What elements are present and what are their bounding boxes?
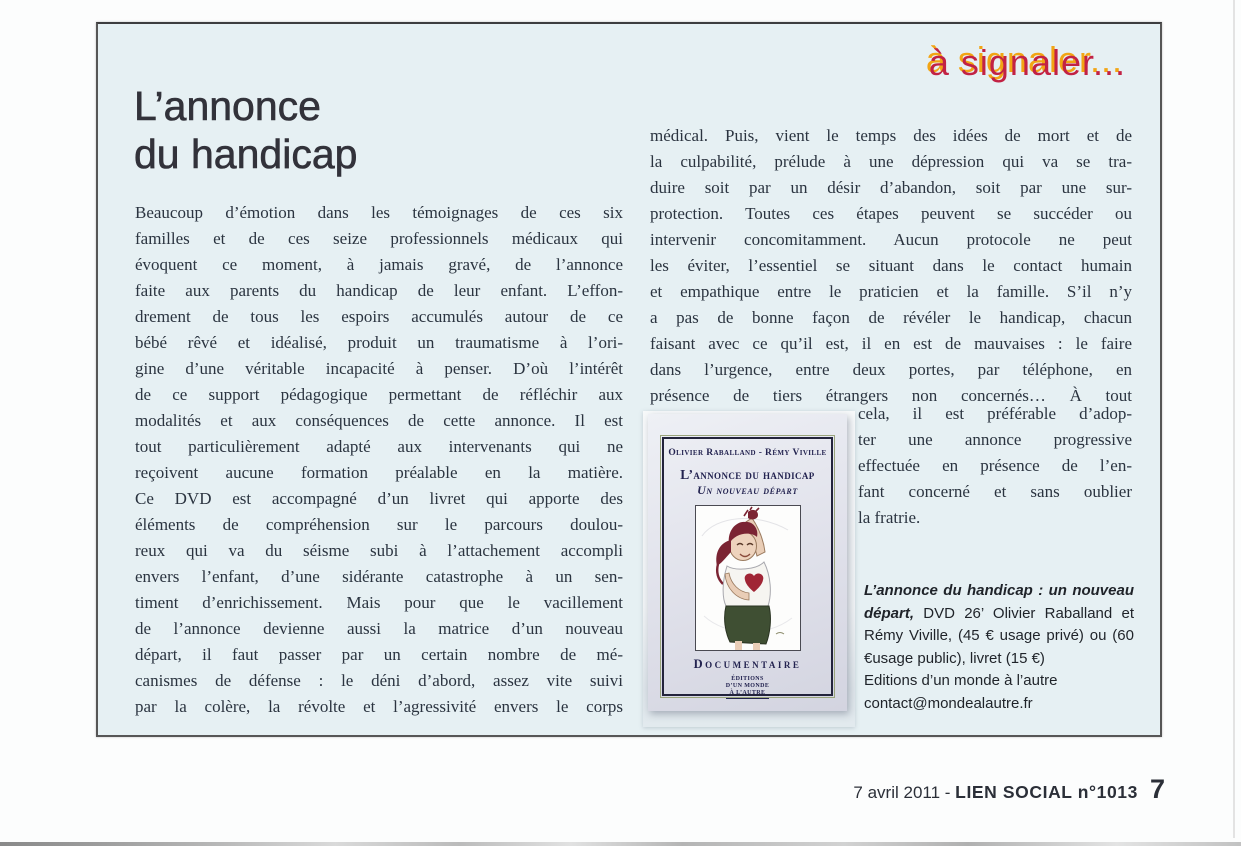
dvd-caption — [864, 580, 1134, 715]
child-illustration-drawing — [696, 506, 800, 650]
publisher-line2: D’UN MONDE — [725, 683, 770, 689]
dvd-subtitle: Un nouveau départ — [697, 483, 798, 497]
text-line: Ce DVD est accompagné d’un livret qui apporte des — [135, 489, 623, 508]
text-line: de l’annonce devienne aussi la matrice d’un nouveau — [135, 619, 623, 638]
text-line: ter une annonce progressive — [858, 430, 1132, 449]
text-line: évoquent ce moment, à jamais gravé, de l’annonce — [135, 255, 623, 274]
text-line: reux qui va du séisme subi à l’attachement accompli — [135, 541, 623, 560]
text-line: faite aux parents du handicap de leur enfant. L’effon- — [135, 281, 623, 300]
text-line: modalités et aux conséquences de cette annonce. Il est — [135, 411, 623, 430]
caption-text — [864, 580, 1134, 670]
article-title-line1: L’annonce — [134, 83, 321, 129]
scan-edge-bottom — [0, 842, 1241, 846]
text-line: éléments de compréhension sur le parcours doulou- — [135, 515, 623, 534]
caption-email: contact@mondealautre.fr — [864, 694, 1033, 712]
text-line: par la colère, la révolte et l’agressivité envers le corps — [135, 697, 623, 716]
text-line: faisant avec ce qu’il est, il en est de mauvaises : le faire — [650, 334, 1132, 353]
text-line: la fratrie. — [858, 508, 921, 527]
footer-date: 7 avril 2011 - — [853, 783, 956, 802]
dvd-genre: Documentaire — [693, 657, 802, 671]
article-right-column — [650, 123, 1132, 409]
page-footer — [853, 774, 1165, 805]
text-line: Beaucoup d’émotion dans les témoignages de ces six — [135, 203, 623, 222]
text-line: les éviter, l’essentiel se situant dans le contact humain — [650, 256, 1132, 275]
text-line: envers l’enfant, d’une sidérante catastrophe à un sen- — [135, 567, 623, 586]
text-line: tout particulièrement adapté aux intervenants qui ne — [135, 437, 623, 456]
text-line: présence de tiers étrangers non concernés… À tout — [650, 386, 1132, 405]
text-line: protection. Toutes ces étapes peuvent se succéder ou — [650, 204, 1132, 223]
caption-title: L’annonce du handicap : un nouveau départ, — [864, 582, 1134, 622]
text-line: la culpabilité, prélude à une dépression qui va se tra- — [650, 152, 1132, 171]
article-title-line2: du handicap — [134, 131, 358, 177]
text-line: drement de tous les espoirs accumulés autour de ce — [135, 307, 623, 326]
article-title — [134, 82, 357, 178]
text-line: effectuée en présence de l’en- — [858, 456, 1132, 475]
dvd-cover-frame — [662, 437, 833, 696]
article-wrap-column — [858, 401, 1132, 531]
dvd-cover-scan — [643, 411, 855, 727]
text-line: cela, il est préférable d’adop- — [858, 404, 1132, 423]
caption-details: DVD 26’ Olivier Raballand et Rémy Viville, (45 € usage privé) ou (60 €usage public), livret (15 €) — [864, 604, 1134, 667]
text-line: canismes de défense : le déni d’abord, assez vite suivi — [135, 671, 623, 690]
text-line: intervenir concomitamment. Aucun protocole ne peut — [650, 230, 1132, 249]
text-line: gine d’une véritable incapacité à penser. D’où l’intérêt — [135, 359, 623, 378]
text-line: timent d’enrichissement. Mais pour que le vacillement — [135, 593, 623, 612]
publisher-line1: ÉDITIONS — [731, 676, 764, 682]
scan-edge-right — [1233, 0, 1235, 838]
section-label: à signaler... — [928, 42, 1126, 83]
text-line: reçoivent aucune formation préalable en la matière. — [135, 463, 623, 482]
text-line: duire soit par un désir d’abandon, soit par une sur- — [650, 178, 1132, 197]
text-line: dans l’urgence, entre deux portes, par téléphone, en — [650, 360, 1132, 379]
text-line: de ce support pédagogique permettant de réfléchir aux — [135, 385, 623, 404]
text-line: et empathique entre le praticien et la famille. S’il n’y — [650, 282, 1132, 301]
dvd-cover — [648, 414, 847, 711]
text-line: médical. Puis, vient le temps des idées de mort et de — [650, 126, 1132, 145]
article-left-column — [135, 200, 623, 720]
dvd-title: L’annonce du handicap — [680, 467, 815, 482]
text-line: fant concerné et sans oublier — [858, 482, 1132, 501]
text-line: départ, il faut passer par un certain nombre de mé- — [135, 645, 623, 664]
caption-publisher: Editions d’un monde à l’autre — [864, 672, 1058, 689]
dvd-authors: Olivier Raballand - Rémy Viville — [668, 448, 827, 458]
text-line: a pas de bonne façon de révéler le handicap, chacun — [650, 308, 1132, 327]
text-line: bébé rêvé et idéalisé, produit un traumatisme à l’ori- — [135, 333, 623, 352]
child-illustration — [695, 505, 801, 651]
page-number: 7 — [1149, 774, 1165, 804]
publisher-line3: À L’AUTRE — [729, 690, 766, 696]
text-line: familles et de ces seize professionnels médicaux qui — [135, 229, 623, 248]
article-box — [96, 22, 1162, 737]
footer-journal: LIEN SOCIAL n°1013 — [955, 782, 1138, 802]
publisher-logo — [726, 676, 770, 699]
